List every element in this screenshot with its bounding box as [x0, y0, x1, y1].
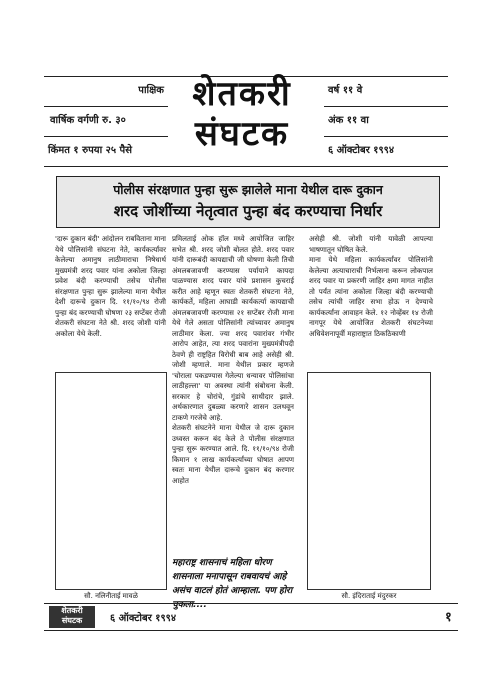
footer-rule-bottom	[44, 630, 458, 631]
masthead-rule-right-1	[324, 106, 448, 107]
column-2-text: प्रमिलताई ओक हॉल मध्ये आयोजित जाहिर सभेत श्री. शरद जोशी बोलत होते. शरद पवार यांनी दारूबंदी कायद्याची जी घोषणा केली तिची अंमलबजावणी करण्यास पर्यायाने कायदा पाळण्यास शरद पवार यांचे प्रशासन कुचराई करीत आहे म्हणून स्वतः शेतकरी संघटना नेते, कार्यकर्ते, महिला आघाडी कार्यकर्त्या कायद्याची अंमलबजावणी करण्यास २१ सप्टेंबर रोजी माना येथे गेले असता पोलिसांनी त्यांच्यावर अमानुष लाठीमार केला. ज्या शरद पवारांवर गंभीर आरोप आहेत, त्या शरद पवारांना मुख्यमंत्रीपदी ठेवणे ही राष्ट्रहित विरोधी बाब आहे असेही श्री. जोशी म्हणाले. माना येथील प्रकार म्हणजे 'चोराला पकडण्यास गेलेल्या धन्यावर पोलिसांचा लाठीहल्ला' या अवस्था त्यांनी संबोधना केली. सरकार हे चोरांचे, गुंडांचे साथीदार झाले. अर्थकारणात दुबळ्या करणारे शासन उलथवून टाकणे गरजेचे आहे. शेतकरी संघटनेने माना येथील जे दारू दुकान उध्वस्त करून बंद केले ते पोलीस संरक्षणात पुन्हा सुरू करण्यात आले. दि. ११/१०/९४ रोजी किमान १ लाख कार्यकर्त्यांच्या घोषात आपण स्वतः माना येथील दारूचे दुकान बंद करणार आहोत	[172, 234, 294, 485]
year-label: वर्ष ११ वे	[328, 85, 363, 96]
column-1-text: 'दारू दुकान बंदी' आंदोलन राबविताना माना येथे पोलिसांनी संघटना नेते, कार्यकर्त्यांवर केलेल्या अमानुष लाठीमाराचा निषेधार्थ मुख्यमंत्री शरद पवार यांना अकोला जिल्हा प्रवेश बंदी करण्याची तसेच पोलीस संरक्षणात पुन्हा सुरू झालेल्या माना येथील देशी दारूचे दुकान दि. ११/१०/९४ रोजी पुन्हा बंद करण्याची घोषणा २३ सप्टेंबर रोजी शेतकरी संघटना नेते श्री. शरद जोशी यांनी अकोला येथे केली.	[55, 234, 166, 338]
masthead-rule-bottom	[44, 166, 448, 167]
pull-quote: महाराष्ट्र शासनाचं महिला धोरण शासनाला मनापासून राबवायचं आहे असंच वाटलं होतं आम्हाला. पण होरा चुकला....	[172, 558, 293, 610]
masthead-rule-right-2	[324, 136, 448, 137]
page-number: १	[445, 610, 452, 625]
title-line-1: शेतकरी	[192, 74, 292, 114]
article-column-2	[172, 234, 294, 486]
footer-logo-line-1: शेतकरी	[61, 606, 83, 615]
article-column-3	[309, 234, 433, 339]
issue-label: अंक ११ वा	[328, 115, 369, 126]
subscription-label: वार्षिक वर्गणी रु. ३०	[50, 115, 126, 126]
caption-left: सौ. नलिनीताई मावळे	[84, 592, 138, 600]
article-column-1	[55, 234, 166, 339]
periodicity-label: पाक्षिक	[138, 85, 164, 96]
footer-rule-top	[44, 603, 458, 604]
title-line-2: संघटक	[194, 114, 290, 154]
caption-right: सौ. इंदिराताई मंदुरकर	[341, 592, 397, 600]
masthead-rule-left-2	[44, 136, 168, 137]
footer-logo	[49, 606, 95, 628]
masthead	[44, 76, 448, 166]
headline-box	[56, 176, 440, 228]
issue-date-label: ६ ऑक्टोबर १९९४	[328, 145, 395, 156]
footer-logo-line-2: संघटक	[61, 616, 83, 625]
masthead-rule-left-1	[44, 106, 168, 107]
photo-left	[55, 372, 167, 590]
photo-right	[307, 372, 431, 590]
column-3-text: असेही श्री. जोशी यांनी यावेळी आपल्या भाषणातून घोषित केले. माना येथे महिला कार्यकर्त्यांवर पोलिसांनी केलेल्या अत्याचाराची निर्भत्सना करून लोकपाल शरद पवार या प्रकरणी जाहिर क्षमा मागत नाहीत तो पर्यंत त्यांना अकोला जिल्हा बंदी करण्याची तसेच त्यांची जाहिर सभा होऊ न देण्याचे कार्यकर्त्यांना आवाहन केले. १२ नोव्हेंबर १४ रोजी नागपूर येथे आयोजित शेतकरी संघटनेच्या अधिवेशनापूर्वी महाराष्ट्रात ठिकठिकाणी	[309, 234, 433, 338]
footer-date: ६ ऑक्टोबर १९९४	[110, 613, 177, 624]
newspaper-title	[182, 74, 302, 162]
headline-line-2: शरद जोशींच्या नेतृत्वात पुन्हा बंद करण्याचा निर्धार	[113, 202, 383, 220]
headline-line-1: पोलीस संरक्षणात पुन्हा सुरू झालेले माना येथील दारू दुकान	[113, 182, 383, 197]
price-label: किंमत १ रुपया २५ पैसे	[48, 145, 132, 156]
